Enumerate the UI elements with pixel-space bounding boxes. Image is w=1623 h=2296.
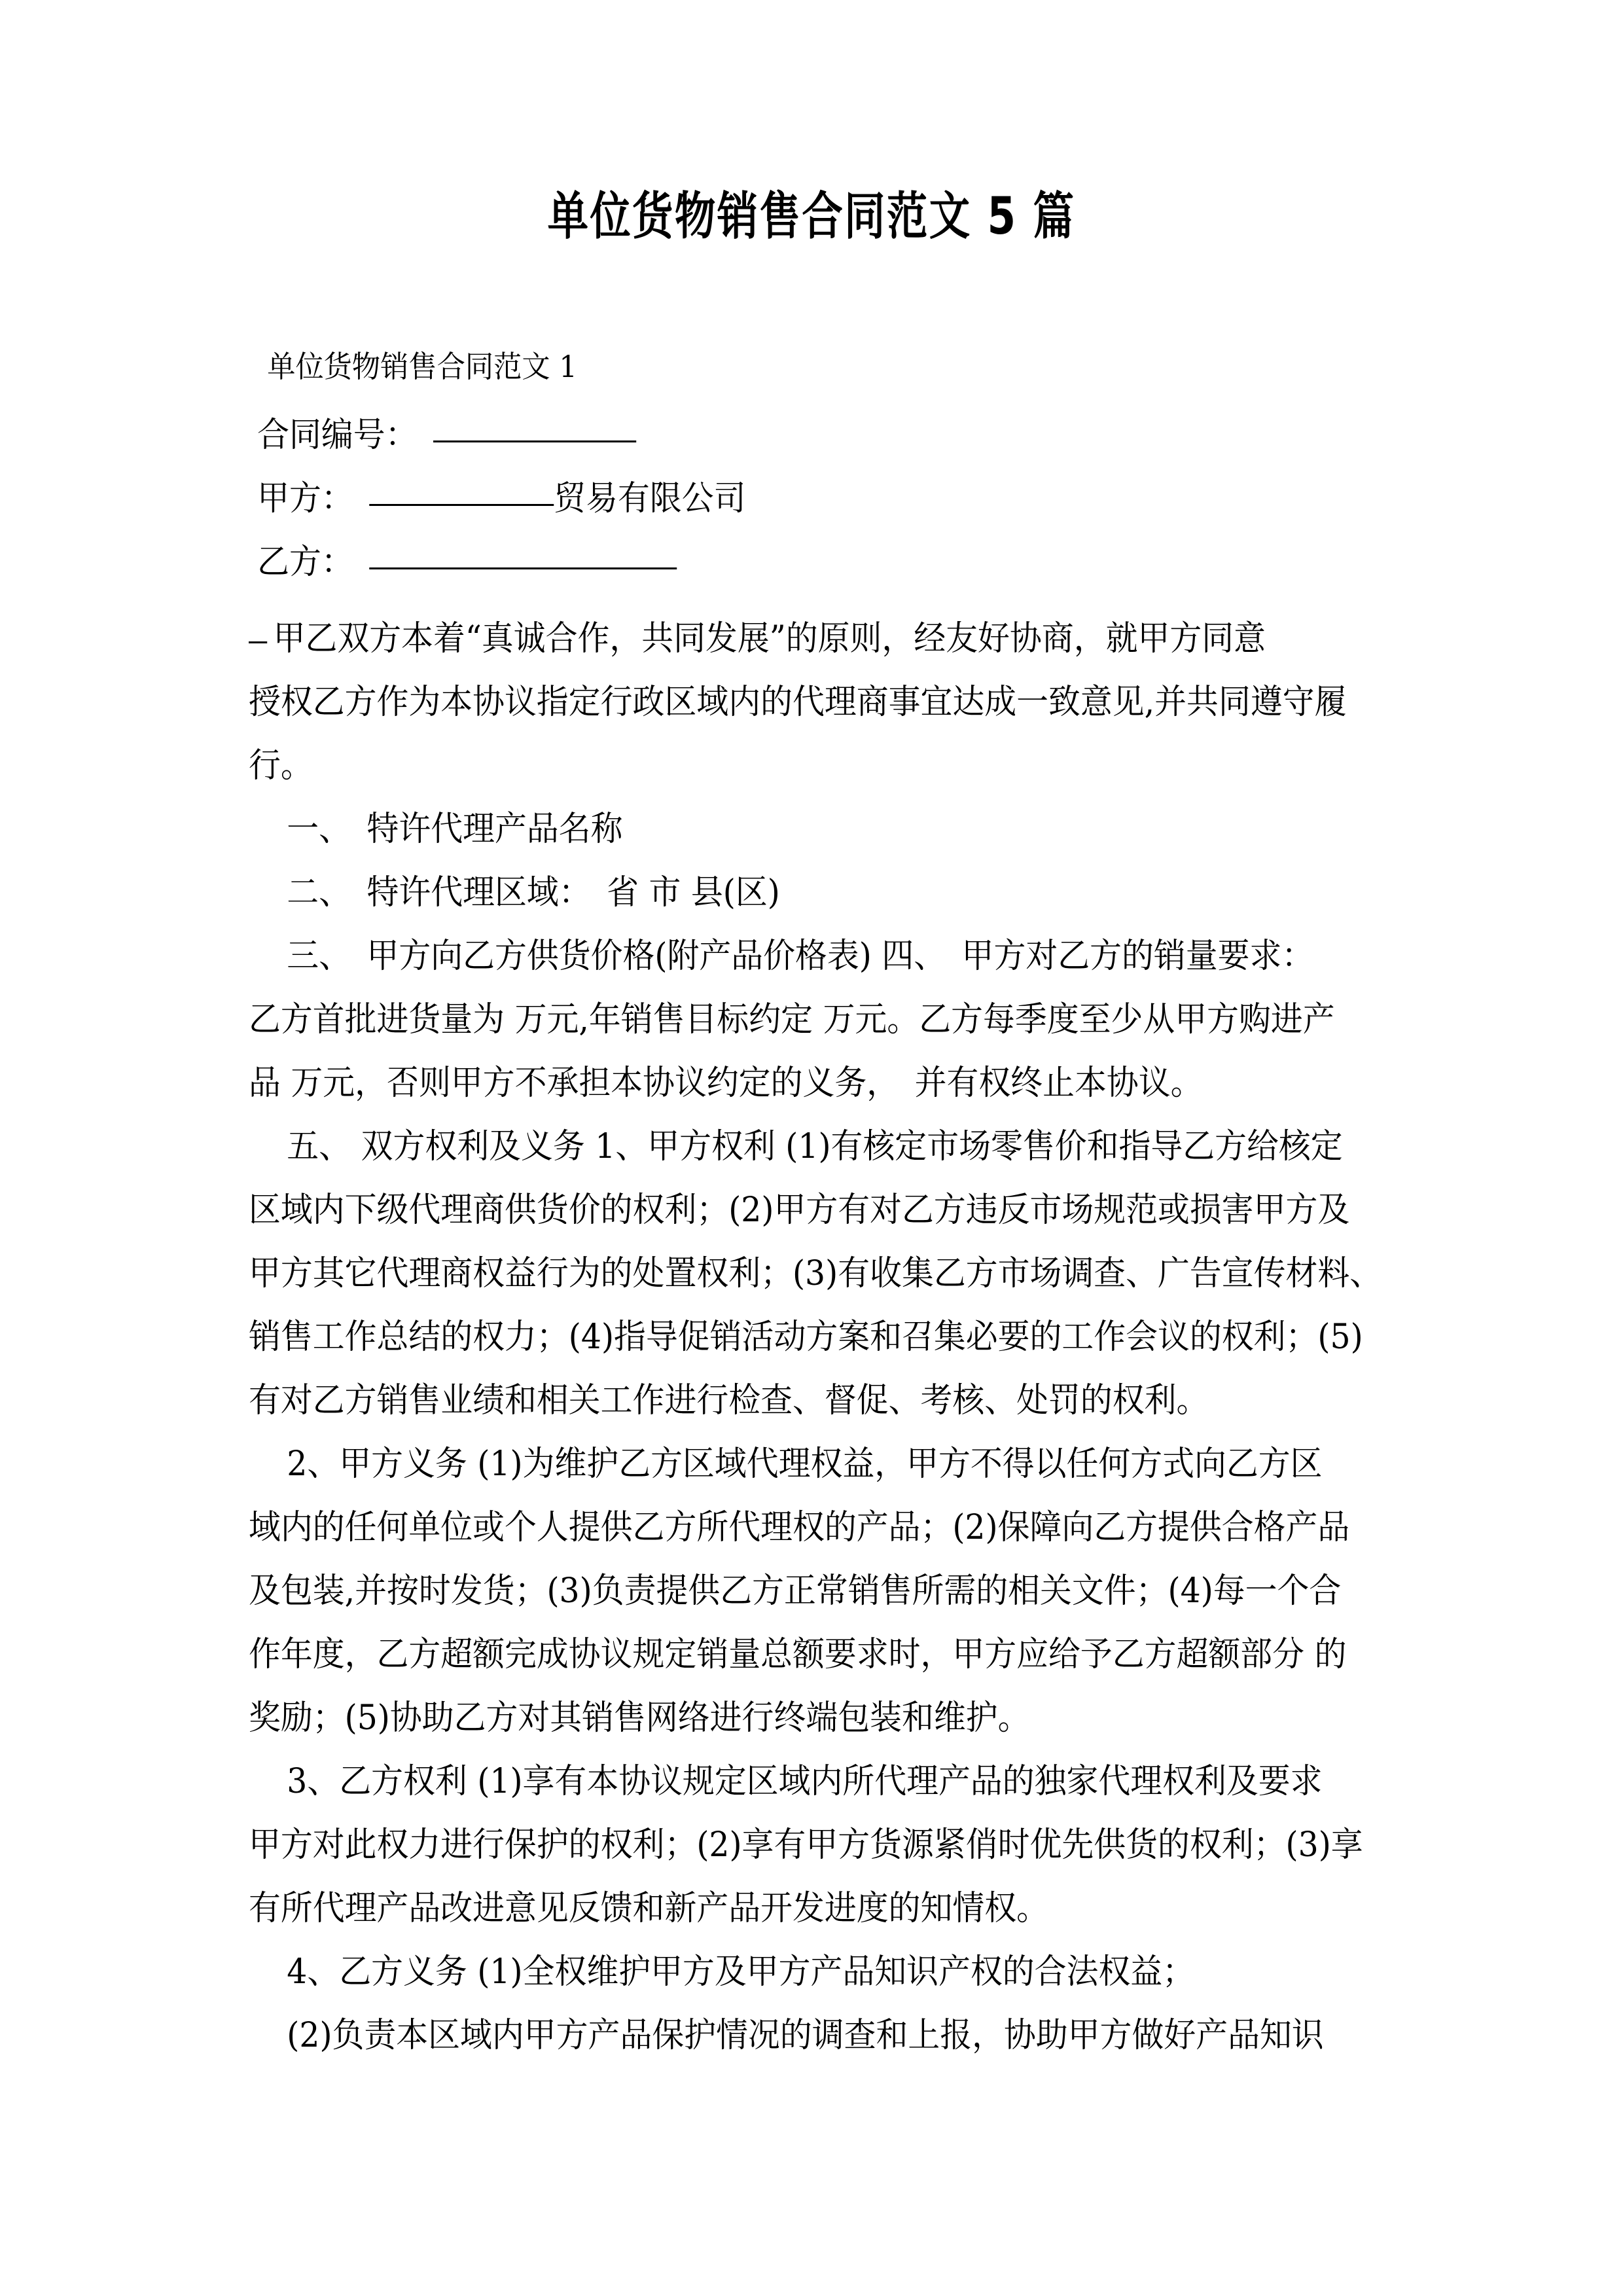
contract-number-field-row [249, 404, 1313, 467]
document-body [249, 335, 1381, 2068]
party-a-label: 甲方： [257, 479, 353, 518]
paragraph-line: 甲方对此权力进行保护的权利；(2)享有甲方货源紧俏时优先供货的权利；(3)享 [249, 1825, 1363, 1865]
paragraph-line: 授权乙方作为本协议指定行政区域内的代理商事宜达成一致意见,并共同遵守履 [249, 683, 1347, 722]
paragraph-line: 甲方其它代理商权益行为的处置权利；(3)有收集乙方市场调查、广告宣传材料、 [249, 1254, 1382, 1293]
party-b-blank[interactable] [369, 539, 677, 569]
subsection-item-3: 3、乙方权利 (1)享有本协议规定区域内所代理产品的独家代理权利及要求 [287, 1762, 1323, 1801]
party-b-label: 乙方： [257, 543, 353, 582]
party-b-field-row [249, 531, 1313, 594]
section-item-2: 二、 特许代理区域： 省 市 县(区) [287, 873, 780, 912]
page-title: 单位货物销售合同范文 5 篇 [547, 187, 1076, 246]
paragraph-line [249, 607, 1313, 671]
contract-number-blank[interactable] [433, 412, 636, 442]
sample-heading: 单位货物销售合同范文 1 [267, 349, 577, 384]
subsection-item-4: 4、乙方义务 (1)全权维护甲方及甲方产品知识产权的合法权益； [287, 1952, 1195, 1992]
paragraph-line: 有所代理产品改进意见反馈和新产品开发进度的知情权。 [249, 1889, 1049, 1928]
subsection-item-2: 2、甲方义务 (1)为维护乙方区域代理权益，甲方不得以任何方式向乙方区 [287, 1444, 1323, 1484]
party-a-suffix: 贸易有限公司 [554, 479, 746, 518]
paragraph-line: 及包装,并按时发货；(3)负责提供乙方正常销售所需的相关文件；(4)每一个合 [249, 1571, 1342, 1611]
paragraph-text: 甲乙双方本着“真诚合作，共同发展”的原则，经友好协商，就甲方同意 [273, 619, 1266, 658]
paragraph-line: (2)负责本区域内甲方产品保护情况的调查和上报，协助甲方做好产品知识 [287, 2016, 1324, 2055]
leading-dash-mark [249, 641, 267, 643]
paragraph-line: 销售工作总结的权力；(4)指导促销活动方案和召集必要的工作会议的权利；(5) [249, 1318, 1363, 1357]
paragraph-line: 奖励；(5)协助乙方对其销售网络进行终端包装和维护。 [249, 1698, 1030, 1738]
section-item-5: 五、 双方权利及义务 1、甲方权利 (1)有核定市场零售价和指导乙方给核定 [287, 1127, 1343, 1166]
party-a-field-row [249, 467, 1313, 531]
paragraph-line: 作年度，乙方超额完成协议规定销量总额要求时，甲方应给予乙方超额部分 的 [249, 1635, 1347, 1674]
party-a-blank[interactable] [369, 475, 554, 506]
section-item-3: 三、 甲方向乙方供货价格(附产品价格表) 四、 甲方对乙方的销量要求： [287, 937, 1314, 976]
paragraph-line: 乙方首批进货量为 万元,年销售目标约定 万元。乙方每季度至少从甲方购进产 [249, 1000, 1335, 1039]
paragraph-line: 行。 [249, 746, 313, 785]
contract-number-label: 合同编号： [257, 416, 418, 455]
section-item-1: 一、 特许代理产品名称 [287, 810, 623, 849]
paragraph-line: 区域内下级代理商供货价的权利；(2)甲方有对乙方违反市场规范或损害甲方及 [249, 1191, 1350, 1230]
paragraph-line: 品 万元，否则甲方不承担本协议约定的义务， 并有权终止本协议。 [249, 1064, 1203, 1103]
paragraph-line: 域内的任何单位或个人提供乙方所代理权的产品；(2)保障向乙方提供合格产品 [249, 1508, 1350, 1547]
paragraph-line: 有对乙方销售业绩和相关工作进行检查、督促、考核、处罚的权利。 [249, 1381, 1209, 1420]
